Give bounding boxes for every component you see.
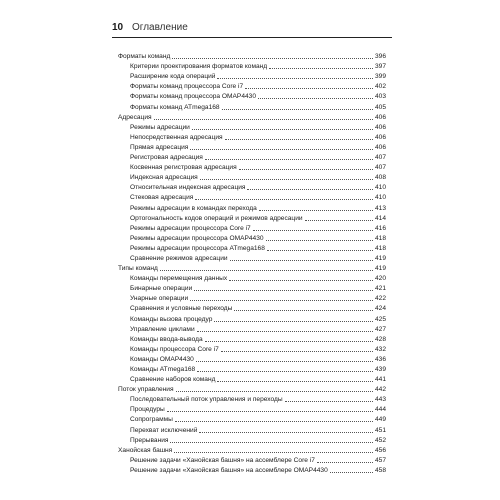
toc-entry-page: 397 <box>374 63 386 71</box>
toc-entry-title: Прерывания <box>130 436 169 444</box>
toc-dot-leader <box>234 310 373 311</box>
toc-entry-page: 449 <box>374 416 386 424</box>
toc-entry-page: 406 <box>374 123 386 131</box>
toc-entry-page: 414 <box>374 214 386 222</box>
toc-entry-title: Унарные операции <box>130 295 189 303</box>
toc-subsection-entry <box>118 344 386 354</box>
toc-dot-leader <box>229 280 373 281</box>
toc-entry-title: Последовательный поток управления и переходы <box>130 396 283 404</box>
toc-entry-title: Ханойская башня <box>118 446 173 454</box>
toc-dot-leader <box>167 411 373 412</box>
toc-subsection-entry <box>118 91 386 101</box>
toc-entry-title: Режимы адресации процессора OMAP4430 <box>130 234 264 242</box>
toc-entry-title: Расширение кода операций <box>130 73 216 81</box>
toc-entry-title: Прямая адресация <box>130 143 189 151</box>
toc-entry-page: 424 <box>374 305 386 313</box>
toc-subsection-entry <box>118 182 386 192</box>
toc-entry-title: Стековая адресация <box>130 194 194 202</box>
toc-dot-leader <box>285 401 373 402</box>
toc-entry-page: 406 <box>374 133 386 141</box>
toc-dot-leader <box>217 78 373 79</box>
toc-dot-leader <box>247 189 373 190</box>
toc-subsection-entry <box>118 374 386 384</box>
toc-entry-title: Режимы адресации процессора ATmega168 <box>130 244 265 252</box>
toc-entry-title: Типы команд <box>118 265 158 273</box>
toc-entry-title: Адресация <box>118 113 152 121</box>
toc-entry-page: 399 <box>374 73 386 81</box>
toc-section-entry <box>118 51 386 61</box>
toc-entry-page: 407 <box>374 164 386 172</box>
toc-entry-title: Поток управления <box>118 386 174 394</box>
toc-entry-page: 422 <box>374 295 386 303</box>
toc-entry-page: 419 <box>374 254 386 262</box>
toc-dot-leader <box>194 290 373 291</box>
toc-entry-page: 405 <box>374 103 386 111</box>
toc-entry-page: 432 <box>374 345 386 353</box>
toc-subsection-entry <box>118 313 386 323</box>
toc-dot-leader <box>197 371 373 372</box>
toc-entry-page: 421 <box>374 285 386 293</box>
toc-subsection-entry <box>118 435 386 445</box>
toc-subsection-entry <box>118 213 386 223</box>
toc-dot-leader <box>190 149 373 150</box>
toc-entry-title: Команды ATmega168 <box>130 366 196 373</box>
toc-entry-title: Форматы команд ATmega168 <box>130 103 220 111</box>
toc-subsection-entry <box>118 162 386 172</box>
toc-entry-page: 444 <box>374 406 386 414</box>
toc-subsection-entry <box>118 61 386 71</box>
toc-subsection-entry <box>118 101 386 111</box>
toc-entry-page: 410 <box>374 184 386 192</box>
toc-entry-page: 441 <box>374 376 386 384</box>
toc-dot-leader <box>190 300 373 301</box>
toc-dot-leader <box>317 462 373 463</box>
toc-dot-leader <box>205 341 373 342</box>
toc-entry-page: 428 <box>374 335 386 343</box>
toc-dot-leader <box>175 421 373 422</box>
toc-section-entry <box>118 263 386 273</box>
toc-dot-leader <box>195 199 373 200</box>
toc-entry-page: 419 <box>374 265 386 273</box>
page-number: 10 <box>112 22 124 33</box>
toc-subsection-entry <box>118 273 386 283</box>
toc-entry-title: Решение задачи «Ханойская башня» на ассемблере Core i7 <box>130 456 315 464</box>
toc-entry-page: 403 <box>374 93 386 101</box>
toc-dot-leader <box>245 88 373 89</box>
toc-subsection-entry <box>118 334 386 344</box>
toc-entry-page: 456 <box>374 446 386 454</box>
toc-entry-page: 418 <box>374 244 386 252</box>
toc-dot-leader <box>258 98 373 99</box>
toc-entry-title: Сопрограммы <box>130 416 173 424</box>
toc-entry-title: Регистровая адресация <box>130 154 203 162</box>
toc-entry-title: Форматы команд <box>118 53 171 61</box>
toc-dot-leader <box>222 109 373 110</box>
toc-entry-page: 413 <box>374 204 386 212</box>
toc-entry-page: 442 <box>374 386 386 394</box>
toc-dot-leader <box>230 260 373 261</box>
page-header <box>112 22 392 36</box>
toc-subsection-entry <box>118 293 386 303</box>
toc-dot-leader <box>154 119 373 120</box>
toc-entry-page: 416 <box>374 224 386 232</box>
toc-entry-page: 402 <box>374 83 386 91</box>
toc-entry-title: Команды процессора Core i7 <box>130 345 219 353</box>
toc-entry-title: Относительная индексная адресация <box>130 184 246 192</box>
toc-subsection-entry <box>118 404 386 414</box>
toc-entry-title: Перехват исключений <box>130 426 198 434</box>
toc-entry-page: 408 <box>374 174 386 182</box>
toc-dot-leader <box>199 432 373 433</box>
running-title: Оглавление <box>132 22 188 33</box>
toc-entry-title: Сравнение наборов команд <box>130 376 216 384</box>
toc-subsection-entry <box>118 394 386 404</box>
toc-dot-leader <box>197 331 373 332</box>
toc-entry-title: Косвенная регистровая адресация <box>130 164 237 172</box>
toc-dot-leader <box>214 321 373 322</box>
toc-dot-leader <box>266 240 373 241</box>
toc-subsection-entry <box>118 354 386 364</box>
toc-subsection-entry <box>118 152 386 162</box>
toc-entry-page: 451 <box>374 426 386 434</box>
toc-dot-leader <box>221 351 373 352</box>
toc-entry-title: Сравнение режимов адресации <box>130 254 228 262</box>
toc-subsection-entry <box>118 455 386 465</box>
toc-entry-page: 436 <box>374 355 386 363</box>
toc-entry-title: Команды OMAP4430 <box>130 355 194 363</box>
toc-entry-title: Команды ввода-вывода <box>130 335 203 343</box>
toc-entry-page: 452 <box>374 436 386 444</box>
toc-dot-leader <box>217 381 373 382</box>
toc-entry-page: 396 <box>374 53 386 61</box>
toc-subsection-entry <box>118 253 386 263</box>
toc-section-entry <box>118 112 386 122</box>
toc-entry-title: Режимы адресации <box>130 123 190 131</box>
toc-dot-leader <box>172 58 373 59</box>
toc-entry-title: Решение задачи «Ханойская башня» на ассемблере OMAP4430 <box>130 466 328 474</box>
toc-subsection-entry <box>118 122 386 132</box>
toc-dot-leader <box>239 169 373 170</box>
toc-entry-title: Процедуры <box>130 406 165 414</box>
toc-entry-title: Форматы команд процессора Core i7 <box>130 83 244 91</box>
toc-subsection-entry <box>118 81 386 91</box>
toc-entry-title: Сравнения и условные переходы <box>130 305 233 313</box>
toc-dot-leader <box>192 129 373 130</box>
toc-entry-page: 439 <box>374 366 386 373</box>
toc-dot-leader <box>196 361 373 362</box>
toc-entry-page: 406 <box>374 143 386 151</box>
toc-entry-title: Управление циклами <box>130 325 195 333</box>
toc-entry-title: Критерии проектирования форматов команд <box>130 63 268 71</box>
toc-entry-title: Форматы команд процессора OMAP4430 <box>130 93 257 101</box>
toc-entry-title: Команды перемещения данных <box>130 275 228 283</box>
toc-subsection-entry <box>118 71 386 81</box>
toc-dot-leader <box>170 442 373 443</box>
toc-entry-page: 407 <box>374 154 386 162</box>
toc-subsection-entry <box>118 303 386 313</box>
toc-subsection-entry <box>118 465 386 475</box>
toc-entry-title: Непосредственная адресация <box>130 133 223 141</box>
toc-dot-leader <box>160 270 373 271</box>
toc-subsection-entry <box>118 223 386 233</box>
toc-entry-page: 410 <box>374 194 386 202</box>
toc-entry-title: Бинарные операции <box>130 285 193 293</box>
toc-entry-title: Режимы адресации в командах перехода <box>130 204 257 212</box>
toc-entry-page: 457 <box>374 456 386 464</box>
toc-subsection-entry <box>118 243 386 253</box>
toc-entry-page: 420 <box>374 275 386 283</box>
toc-section-entry <box>118 445 386 455</box>
toc-dot-leader <box>259 210 373 211</box>
toc-subsection-entry <box>118 364 386 374</box>
toc-entry-page: 406 <box>374 113 386 121</box>
toc-entry-page: 418 <box>374 234 386 242</box>
toc-subsection-entry <box>118 172 386 182</box>
toc-dot-leader <box>200 179 373 180</box>
header-rule <box>112 37 392 38</box>
toc-subsection-entry <box>118 424 386 434</box>
toc-dot-leader <box>269 68 373 69</box>
toc-subsection-entry <box>118 132 386 142</box>
table-of-contents <box>118 51 386 475</box>
toc-entry-page: 443 <box>374 396 386 404</box>
toc-subsection-entry <box>118 192 386 202</box>
toc-entry-page: 458 <box>374 466 386 474</box>
toc-entry-page: 425 <box>374 315 386 323</box>
toc-dot-leader <box>305 220 373 221</box>
toc-subsection-entry <box>118 142 386 152</box>
toc-subsection-entry <box>118 233 386 243</box>
toc-entry-page: 427 <box>374 325 386 333</box>
toc-subsection-entry <box>118 414 386 424</box>
toc-subsection-entry <box>118 324 386 334</box>
toc-entry-title: Режимы адресации процессора Core i7 <box>130 224 251 232</box>
toc-section-entry <box>118 384 386 394</box>
toc-dot-leader <box>330 472 373 473</box>
toc-entry-title: Ортогональность кодов операций и режимов адресации <box>130 214 303 222</box>
toc-dot-leader <box>174 452 373 453</box>
toc-subsection-entry <box>118 283 386 293</box>
toc-subsection-entry <box>118 202 386 212</box>
toc-dot-leader <box>205 159 373 160</box>
toc-dot-leader <box>253 230 373 231</box>
toc-dot-leader <box>225 139 373 140</box>
toc-dot-leader <box>176 391 373 392</box>
toc-entry-title: Команды вызова процедур <box>130 315 213 323</box>
toc-dot-leader <box>267 250 373 251</box>
toc-entry-title: Индексная адресация <box>130 174 198 182</box>
